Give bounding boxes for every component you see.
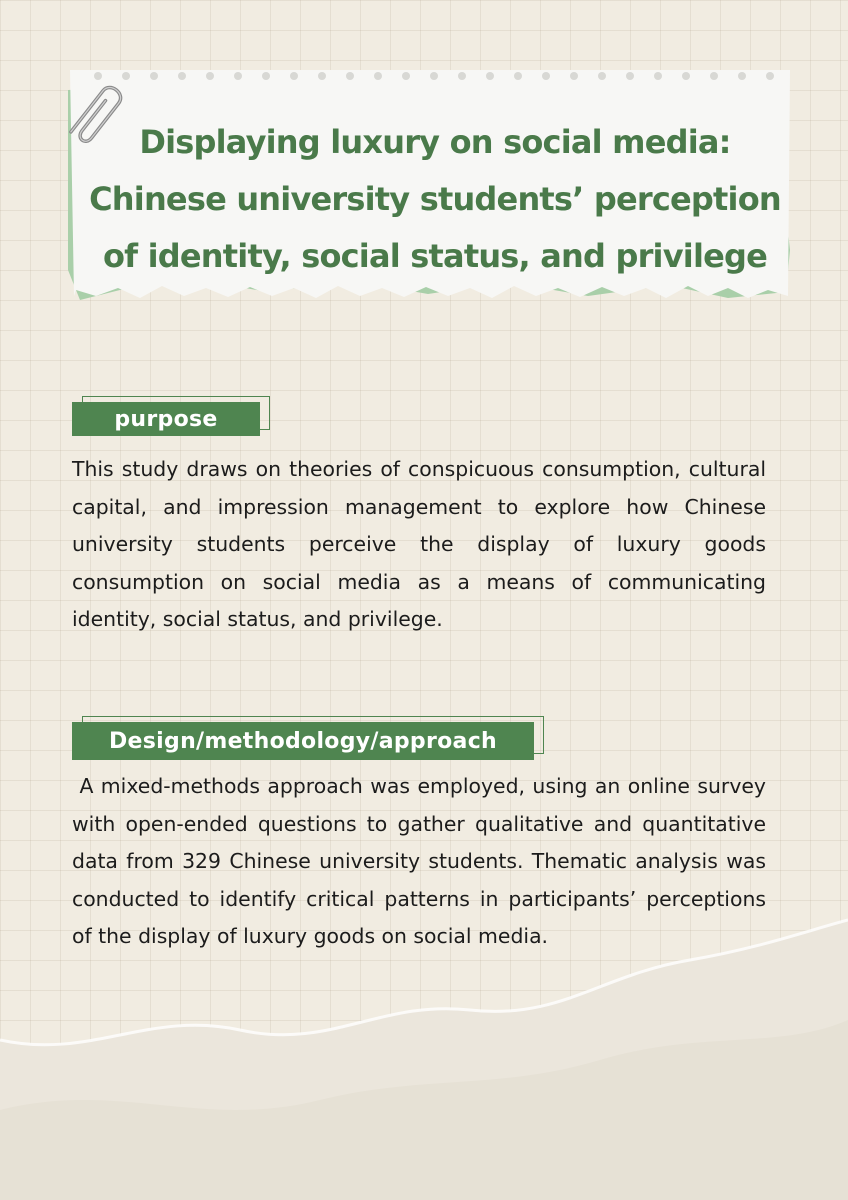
- section-heading: purpose: [114, 406, 218, 432]
- section-heading: Design/methodology/approach: [109, 728, 497, 754]
- purpose-label: [72, 402, 260, 436]
- page-title: Displaying luxury on social media: Chinese university students’ perception of identity, social status, and privilege: [89, 123, 781, 275]
- methodology-paragraph: A mixed-methods approach was employed, using an online survey with open-ended questions to gather qualitative and quantitative data from 329 Chinese university students. Thematic analysis was conducted to identify critical patterns in participants’ perceptions of the display of luxury goods on social media.: [72, 774, 773, 948]
- methodology-label: [72, 722, 534, 760]
- purpose-paragraph: This study draws on theories of conspicuous consumption, cultural capital, and impression management to explore how Chinese university students perceive the display of luxury goods consumption on social media as a means of communicating identity, social status, and privilege.: [72, 457, 766, 631]
